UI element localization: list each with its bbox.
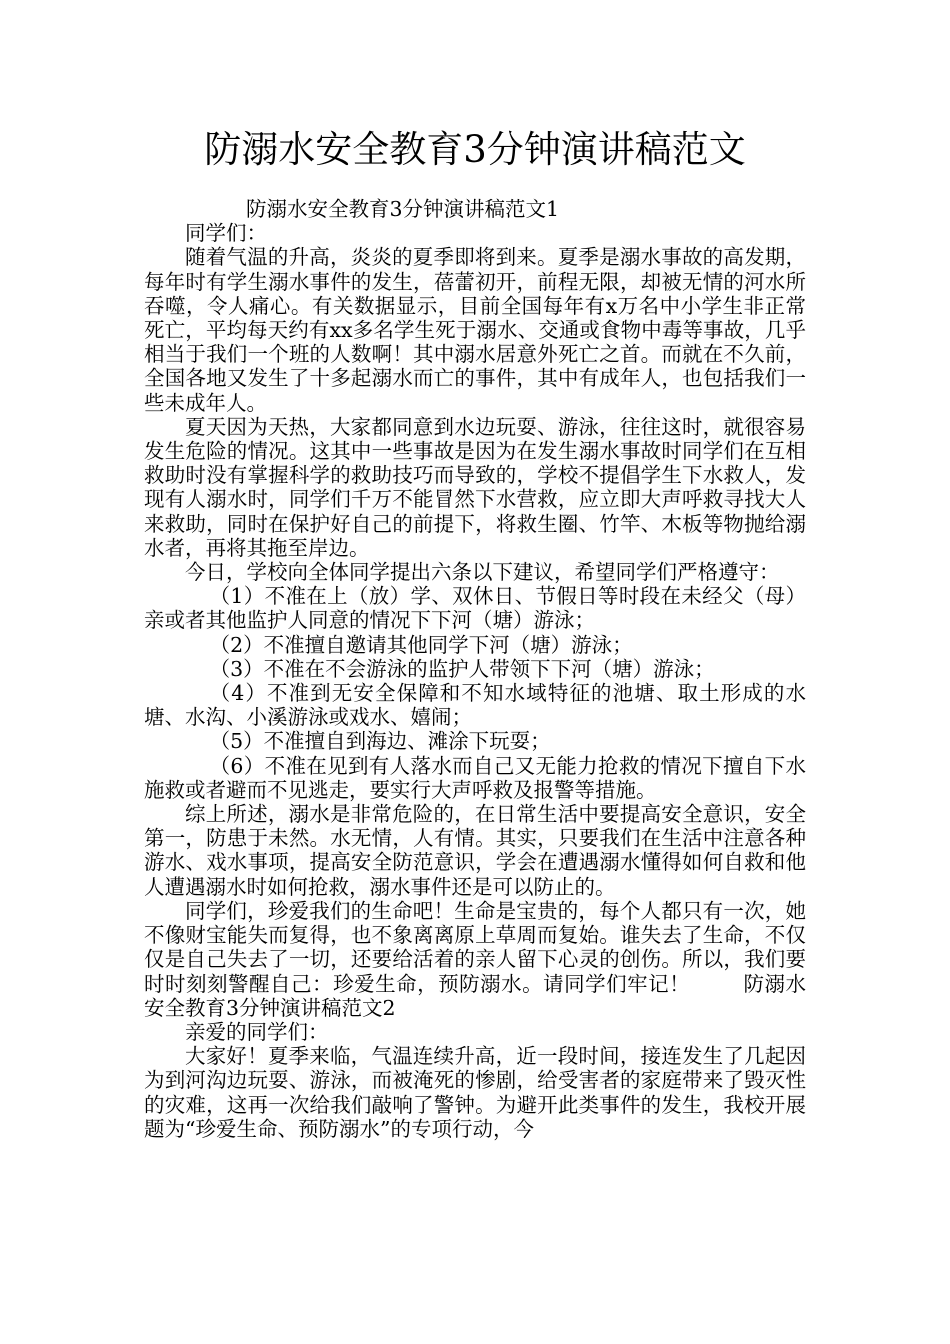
section-1-heading: 防溺水安全教育3分钟演讲稿范文1 — [246, 197, 560, 221]
document-body — [144, 197, 806, 1141]
section-2-heading: 防溺水安全教育3分钟演讲稿范文2 — [144, 971, 806, 1020]
rule-item-5: （5）不准擅自到海边、滩涂下玩耍； — [209, 729, 551, 754]
rule-item-3: （3）不准在不会游泳的监护人带领下下河（塘）游泳； — [209, 656, 715, 681]
greeting-1: 同学们： — [185, 221, 267, 246]
paragraph-5 — [144, 899, 806, 1020]
document-title: 防溺水安全教育3分钟演讲稿范文 — [204, 128, 746, 171]
paragraph-3: 今日，学校向全体同学提出六条以下建议，希望同学们严格遵守： — [185, 560, 780, 585]
rule-item-1: （1）不准在上（放）学、双休日、节假日等时段在未经父（母）亲或者其他监护人同意的情况下下河（塘）游泳； — [144, 584, 806, 633]
paragraph-2: 夏天因为天热，大家都同意到水边玩耍、游泳，往往这时，就很容易发生危险的情况。这其中一些事故是因为在发生溺水事故时同学们在互相救助时没有掌握科学的救助技巧而导致的，学校不提倡学生下水救人，发现有人溺水时，同学们千万不能冒然下水营救，应立即大声呼救寻找大人来救助，同时在保护好自己的前提下，将救生圈、竹竿、木板等物抛给溺水者，再将其拖至岸边。 — [144, 414, 806, 560]
paragraph-5-text: 同学们，珍爱我们的生命吧！生命是宝贵的，每个人都只有一次，她不像财宝能失而复得，也不象离离原上草周而复始。谁失去了生命，不仅仅是自己失去了一切，还要给活着的亲人留下心灵的创伤。所以，我们要时时刻刻警醒自己：珍爱生命，预防溺水。请同学们牢记！ — [144, 898, 806, 996]
rule-item-4: （4）不准到无安全保障和不知水域特征的池塘、取土形成的水塘、水沟、小溪游泳或戏水、嬉闹； — [144, 681, 806, 730]
rule-item-2: （2）不准擅自邀请其他同学下河（塘）游泳； — [209, 632, 633, 657]
paragraph-6: 大家好！夏季来临，气温连续升高，近一段时间，接连发生了几起因为到河沟边玩耍、游泳，而被淹死的惨剧，给受害者的家庭带来了毁灭性的灾难，这再一次给我们敲响了警钟。为避开此类事件的发生，我校开展题为“珍爱生命、预防溺水”的专项行动，今 — [144, 1044, 806, 1141]
paragraph-1: 随着气温的升高，炎炎的夏季即将到来。夏季是溺水事故的高发期，每年时有学生溺水事件的发生，蓓蕾初开，前程无限，却被无情的河水所吞噬，令人痛心。有关数据显示，目前全国每年有x万名中小学生非正常死亡，平均每天约有xx多名学生死于溺水、交通或食物中毒等事故，几乎相当于我们一个班的人数啊！其中溺水居意外死亡之首。而就在不久前，全国各地又发生了十多起溺水而亡的事件，其中有成年人，也包括我们一些未成年人。 — [144, 245, 806, 415]
rule-item-6: （6）不准在见到有人落水而自己又无能力抢救的情况下擅自下水施救或者避而不见逃走，要实行大声呼救及报警等措施。 — [144, 753, 806, 802]
paragraph-4: 综上所述，溺水是非常危险的，在日常生活中要提高安全意识，安全第一，防患于未然。水无情，人有情。其实，只要我们在生活中注意各种游水、戏水事项，提高安全防范意识，学会在遭遇溺水懂得如何自救和他人遭遇溺水时如何抢救，溺水事件还是可以防止的。 — [144, 802, 806, 899]
greeting-2: 亲爱的同学们： — [185, 1019, 329, 1044]
